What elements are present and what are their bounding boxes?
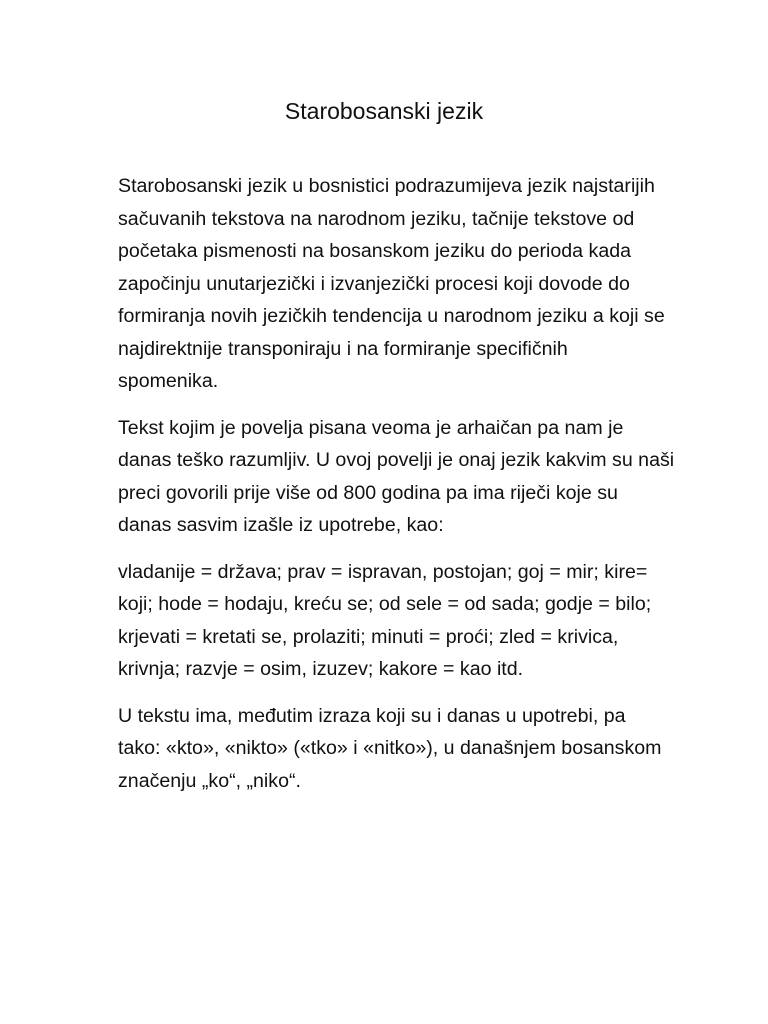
text-line: vladanije = država; prav = ispravan, postojan; goj = mir; kire= [118,560,648,583]
text-line: U tekstu ima, međutim izraza koji su i danas u upotrebi, pa [118,704,626,727]
paragraph-intro [118,170,710,398]
text-line: Tekst kojim je povelja pisana veoma je arhaičan pa nam je [118,416,624,439]
text-line: krivnja; razvje = osim, izuzev; kakore = kao itd. [118,658,524,680]
text-line: najdirektnije transponiraju i na formiranje specifičnih [118,337,568,360]
text-line: sačuvanih tekstova na narodnom jeziku, tačnije tekstove od [118,207,635,230]
text-line: formiranja novih jezičkih tendencija u narodnom jeziku a koji se [118,305,665,327]
paragraph-word-glossary [118,556,710,686]
text-line: preci govorili prije više od 800 godina pa ima riječi koje su [118,481,618,504]
text-line: danas sasvim izašle iz upotrebe, kao: [118,514,444,536]
paragraph-charter-language [118,412,710,542]
text-line: koji; hode = hodaju, kreću se; od sele = od sada; godje = bilo; [118,593,652,615]
text-line: tako: «kto», «nikto» («tko» i «nitko»), u današnjem bosanskom [118,737,662,759]
text-line: započinju unutarjezički i izvanjezički procesi koji dovode do [118,272,630,295]
text-line: danas teško razumljiv. U ovoj povelji je onaj jezik kakvim su naši [118,449,675,471]
text-line: spomenika. [118,370,219,392]
paragraph-modern-usage [118,700,710,798]
text-line: krjevati = kretati se, prolaziti; minuti = proći; zled = krivica, [118,625,619,648]
text-line: početaka pismenosti na bosanskom jeziku do perioda kada [118,240,632,262]
text-line: Starobosanski jezik u bosnistici podrazumijeva jezik najstarijih [118,175,655,197]
text-line: značenju „ko“, „niko“. [118,769,301,792]
document-title: Starobosanski jezik [284,98,484,124]
document-body [118,170,710,811]
